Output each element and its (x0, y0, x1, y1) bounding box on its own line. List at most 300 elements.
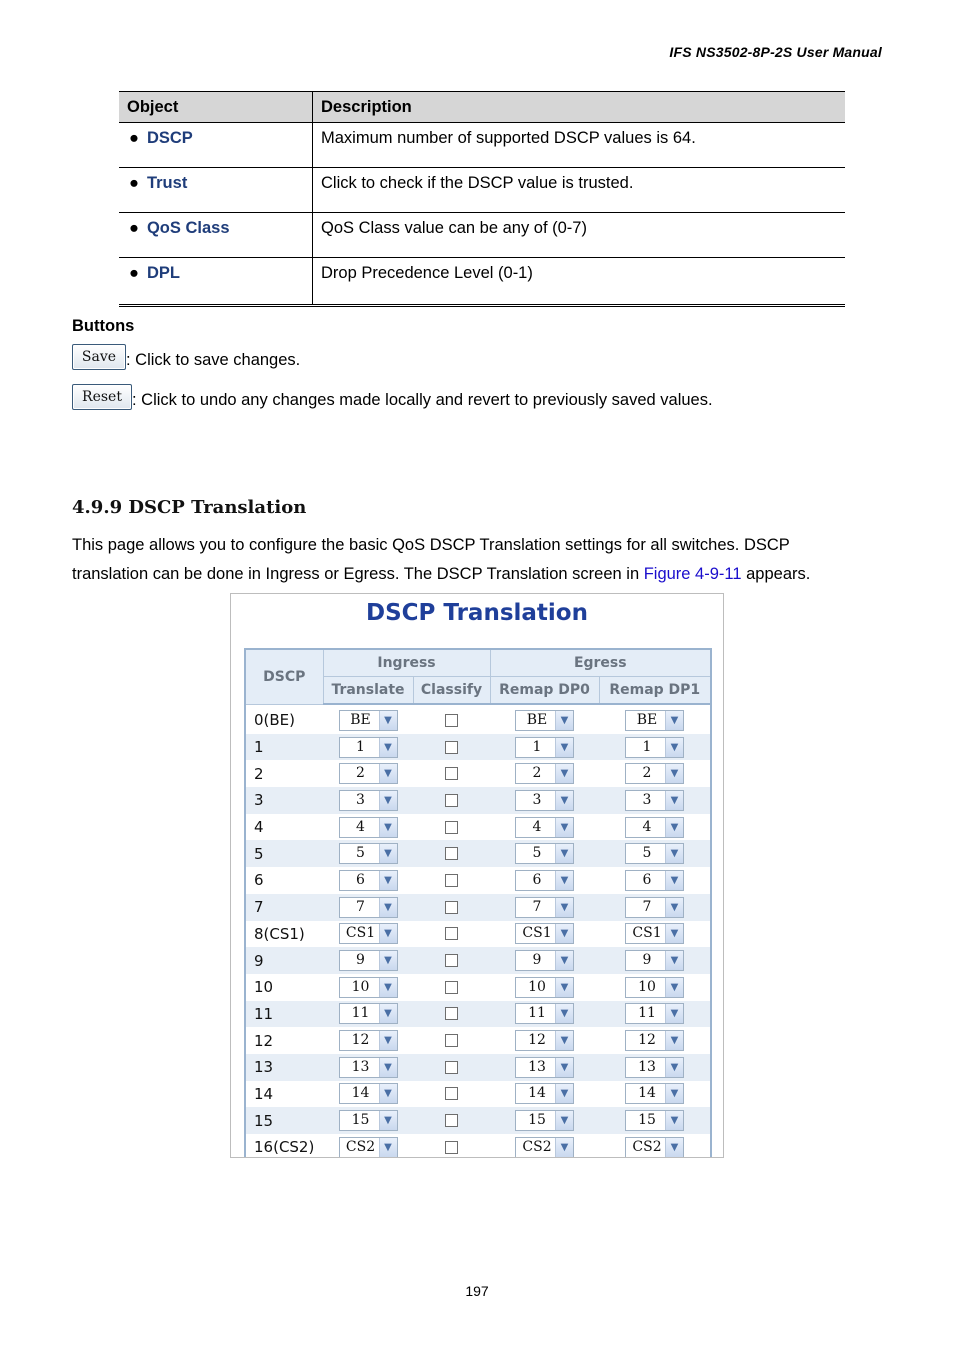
remap-dp0-select[interactable] (515, 817, 574, 838)
chevron-down-icon[interactable]: ▼ (379, 951, 397, 970)
translate-cell (323, 1081, 413, 1108)
translate-cell (323, 894, 413, 921)
remap-dp1-cell (599, 704, 711, 734)
classify-checkbox[interactable] (445, 847, 458, 860)
select-value: 10 (638, 978, 656, 995)
select-value: 11 (638, 1005, 656, 1022)
select-value: 15 (351, 1112, 370, 1129)
translate-header: Translate (323, 677, 413, 705)
chevron-down-icon[interactable]: ▼ (665, 1138, 683, 1157)
description-cell: Drop Precedence Level (0-1) (313, 258, 846, 306)
chevron-down-icon[interactable]: ▼ (665, 711, 683, 730)
remap-dp1-select[interactable] (625, 843, 684, 864)
chevron-down-icon[interactable]: ▼ (379, 978, 397, 997)
translate-cell (323, 1107, 413, 1134)
chevron-down-icon[interactable]: ▼ (379, 791, 397, 810)
chevron-down-icon[interactable]: ▼ (379, 1111, 397, 1130)
select-value: CS1 (345, 925, 376, 942)
chevron-down-icon[interactable]: ▼ (555, 764, 573, 783)
dscp-header: DSCP (245, 649, 323, 704)
classify-cell (413, 921, 490, 948)
remap-dp0-cell (490, 1054, 599, 1081)
select-value: 12 (638, 1032, 656, 1049)
chevron-down-icon[interactable]: ▼ (379, 844, 397, 863)
translate-cell (323, 921, 413, 948)
chevron-down-icon[interactable]: ▼ (665, 791, 683, 810)
select-value: BE (636, 711, 658, 728)
chevron-down-icon[interactable]: ▼ (665, 764, 683, 783)
chevron-down-icon[interactable]: ▼ (665, 818, 683, 837)
table-row (245, 840, 711, 867)
remap-dp0-cell (490, 1027, 599, 1054)
remap-dp1-cell (599, 921, 711, 948)
manual-header: IFS NS3502-8P-2S User Manual (669, 44, 882, 60)
chevron-down-icon[interactable]: ▼ (555, 844, 573, 863)
chevron-down-icon[interactable]: ▼ (555, 791, 573, 810)
select-value: 2 (532, 765, 542, 782)
chevron-down-icon[interactable]: ▼ (379, 711, 397, 730)
classify-checkbox[interactable] (445, 1007, 458, 1020)
remap-dp0-cell (490, 760, 599, 787)
select-value: BE (350, 711, 371, 728)
select-value: 13 (528, 1058, 546, 1075)
classify-checkbox[interactable] (445, 1141, 458, 1154)
remap-dp1-cell (599, 894, 711, 921)
select-value: CS1 (522, 925, 552, 942)
select-value: 3 (642, 791, 652, 808)
figure-link[interactable]: Figure 4-9-11 (643, 565, 742, 583)
remap-dp1-select[interactable] (625, 710, 684, 731)
classify-cell (413, 1107, 490, 1134)
select-value: CS2 (345, 1138, 376, 1155)
remap-dp0-select[interactable] (515, 1137, 574, 1158)
ingress-header: Ingress (323, 649, 490, 677)
description-column-header: Description (313, 92, 846, 123)
select-value: 11 (351, 1005, 370, 1022)
table-row (245, 867, 711, 894)
classify-cell (413, 947, 490, 974)
chevron-down-icon[interactable]: ▼ (555, 1084, 573, 1103)
translate-cell (323, 704, 413, 734)
remap-dp1-select[interactable] (625, 897, 684, 918)
select-value: 13 (351, 1058, 370, 1075)
chevron-down-icon[interactable]: ▼ (665, 978, 683, 997)
translate-select[interactable] (339, 843, 398, 864)
classify-cell (413, 867, 490, 894)
page-number: 197 (465, 1283, 489, 1299)
select-value: 9 (532, 952, 542, 969)
object-name: QoS Class (146, 219, 230, 237)
table-row (245, 760, 711, 787)
select-value: 4 (642, 818, 652, 835)
chevron-down-icon[interactable]: ▼ (665, 1058, 683, 1077)
remap-dp1-cell (599, 760, 711, 787)
table-row (245, 1134, 711, 1158)
table-row (245, 1001, 711, 1028)
translate-cell (323, 814, 413, 841)
translate-cell (323, 787, 413, 814)
classify-cell (413, 974, 490, 1001)
classify-checkbox[interactable] (445, 767, 458, 780)
chevron-down-icon[interactable]: ▼ (379, 898, 397, 917)
select-value: 5 (356, 845, 365, 862)
chevron-down-icon[interactable]: ▼ (379, 764, 397, 783)
translate-select[interactable] (339, 897, 398, 918)
object-cell (119, 213, 313, 258)
remap-dp1-cell (599, 1081, 711, 1108)
classify-checkbox[interactable] (445, 1087, 458, 1100)
remap-dp0-select[interactable] (515, 923, 574, 944)
select-value: 12 (528, 1032, 546, 1049)
translate-cell (323, 1054, 413, 1081)
table-row (245, 787, 711, 814)
remap-dp0-cell (490, 921, 599, 948)
translate-select[interactable] (339, 1137, 398, 1158)
remap-dp0-cell (490, 894, 599, 921)
remap-dp1-select[interactable] (625, 1110, 684, 1131)
classify-checkbox[interactable] (445, 1034, 458, 1047)
remap-dp0-cell (490, 1001, 599, 1028)
select-value: 6 (532, 871, 542, 888)
object-name: Trust (146, 174, 188, 192)
table-row (245, 974, 711, 1001)
chevron-down-icon[interactable]: ▼ (379, 818, 397, 837)
select-value: CS1 (632, 925, 662, 942)
translate-select[interactable] (339, 1030, 398, 1051)
remap-dp0-cell (490, 1081, 599, 1108)
chevron-down-icon[interactable]: ▼ (555, 1111, 573, 1130)
classify-checkbox[interactable] (445, 981, 458, 994)
remap-dp0-select[interactable] (515, 763, 574, 784)
classify-header: Classify (413, 677, 490, 705)
dscp-value: 6 (245, 867, 323, 894)
select-value: 4 (532, 818, 542, 835)
select-value: 5 (642, 845, 652, 862)
chevron-down-icon[interactable]: ▼ (665, 1111, 683, 1130)
classify-checkbox[interactable] (445, 794, 458, 807)
translate-select[interactable] (339, 710, 398, 731)
select-value: 2 (356, 765, 365, 782)
translate-cell (323, 974, 413, 1001)
object-description-table (119, 91, 845, 307)
dscp-value: 8(CS1) (245, 921, 323, 948)
classify-checkbox[interactable] (445, 901, 458, 914)
table-row (245, 1107, 711, 1134)
select-value: 6 (356, 871, 365, 888)
remap-dp1-select[interactable] (625, 977, 684, 998)
classify-cell (413, 1001, 490, 1028)
chevron-down-icon[interactable]: ▼ (665, 1084, 683, 1103)
select-value: 6 (642, 871, 652, 888)
object-row (119, 213, 845, 258)
remap-dp1-cell (599, 974, 711, 1001)
remap-dp1-select[interactable] (625, 1137, 684, 1158)
chevron-down-icon[interactable]: ▼ (555, 738, 573, 757)
remap-dp0-select[interactable] (515, 1003, 574, 1024)
table-row (245, 894, 711, 921)
translate-cell (323, 1001, 413, 1028)
select-value: 7 (356, 898, 365, 915)
section-title: 4.9.9 DSCP Translation (72, 497, 307, 518)
remap-dp1-select[interactable] (625, 1003, 684, 1024)
remap-dp1-select[interactable] (625, 817, 684, 838)
egress-header: Egress (490, 649, 711, 677)
classify-checkbox[interactable] (445, 1061, 458, 1074)
select-value: 14 (528, 1085, 546, 1102)
remap-dp0-select[interactable] (515, 737, 574, 758)
dscp-translation-table (244, 648, 712, 1158)
remap-dp1-cell (599, 840, 711, 867)
remap-dp1-select[interactable] (625, 950, 684, 971)
select-value: 12 (351, 1032, 370, 1049)
remap-dp1-cell (599, 1054, 711, 1081)
remap-dp0-select[interactable] (515, 843, 574, 864)
chevron-down-icon[interactable]: ▼ (379, 1084, 397, 1103)
chevron-down-icon[interactable]: ▼ (555, 1058, 573, 1077)
translate-select[interactable] (339, 817, 398, 838)
select-value: 3 (532, 791, 542, 808)
select-value: 1 (356, 738, 365, 755)
select-value: 1 (642, 738, 652, 755)
table-row (245, 1054, 711, 1081)
translate-select[interactable] (339, 1110, 398, 1131)
select-value: 13 (638, 1058, 656, 1075)
remap-dp1-select[interactable] (625, 763, 684, 784)
remap-dp1-select[interactable] (625, 1083, 684, 1104)
classify-cell (413, 1054, 490, 1081)
select-value: 11 (528, 1005, 546, 1022)
description-cell: Click to check if the DSCP value is trusted. (313, 168, 846, 213)
translate-select[interactable] (339, 737, 398, 758)
translate-select[interactable] (339, 923, 398, 944)
remap-dp0-cell (490, 734, 599, 761)
remap-dp0-select[interactable] (515, 1083, 574, 1104)
select-value: 3 (356, 791, 365, 808)
dscp-value: 0(BE) (245, 704, 323, 734)
remap-dp1-cell (599, 814, 711, 841)
remap-dp0-cell (490, 1107, 599, 1134)
remap-dp1-select[interactable] (625, 923, 684, 944)
chevron-down-icon[interactable]: ▼ (665, 844, 683, 863)
dscp-value: 1 (245, 734, 323, 761)
chevron-down-icon[interactable]: ▼ (555, 1031, 573, 1050)
chevron-down-icon[interactable]: ▼ (665, 924, 683, 943)
figure-title: DSCP Translation (366, 600, 588, 626)
translate-select[interactable] (339, 870, 398, 891)
dscp-value: 10 (245, 974, 323, 1001)
remap-dp0-cell (490, 840, 599, 867)
dscp-value: 9 (245, 947, 323, 974)
chevron-down-icon[interactable]: ▼ (379, 1031, 397, 1050)
translate-select[interactable] (339, 790, 398, 811)
bullet-icon: ● (129, 264, 139, 282)
remap-dp0-cell (490, 867, 599, 894)
chevron-down-icon[interactable]: ▼ (555, 924, 573, 943)
classify-cell (413, 704, 490, 734)
bullet-icon: ● (129, 219, 139, 237)
translate-select[interactable] (339, 1057, 398, 1078)
remap-dp1-cell (599, 1107, 711, 1134)
translate-select[interactable] (339, 977, 398, 998)
dscp-value: 3 (245, 787, 323, 814)
classify-cell (413, 1027, 490, 1054)
select-value: 10 (351, 978, 370, 995)
select-value: 14 (351, 1085, 370, 1102)
select-value: 7 (532, 898, 542, 915)
classify-cell (413, 787, 490, 814)
remap-dp0-select[interactable] (515, 897, 574, 918)
remap-dp1-select[interactable] (625, 1057, 684, 1078)
translate-select[interactable] (339, 950, 398, 971)
chevron-down-icon[interactable]: ▼ (555, 1004, 573, 1023)
chevron-down-icon[interactable]: ▼ (555, 978, 573, 997)
description-cell: QoS Class value can be any of (0-7) (313, 213, 846, 258)
object-cell (119, 123, 313, 168)
chevron-down-icon[interactable]: ▼ (379, 738, 397, 757)
description-cell: Maximum number of supported DSCP values is 64. (313, 123, 846, 168)
dscp-value: 15 (245, 1107, 323, 1134)
paragraph-text: This page allows you to configure the basic QoS DSCP Translation settings for all switches. DSCP translation can be done in Ingress or Egress. The DSCP Translation screen in (72, 536, 790, 583)
chevron-down-icon[interactable]: ▼ (665, 738, 683, 757)
chevron-down-icon[interactable]: ▼ (555, 898, 573, 917)
classify-checkbox[interactable] (445, 1114, 458, 1127)
select-value: 9 (356, 952, 365, 969)
chevron-down-icon[interactable]: ▼ (379, 1058, 397, 1077)
buttons-heading: Buttons (72, 317, 135, 335)
chevron-down-icon[interactable]: ▼ (555, 818, 573, 837)
remap-dp1-cell (599, 1027, 711, 1054)
chevron-down-icon[interactable]: ▼ (665, 1004, 683, 1023)
dscp-value: 7 (245, 894, 323, 921)
remap-dp0-select[interactable] (515, 977, 574, 998)
remap-dp0-cell (490, 814, 599, 841)
table-row (245, 814, 711, 841)
remap-dp1-cell (599, 1134, 711, 1158)
classify-checkbox[interactable] (445, 874, 458, 887)
table-row (245, 1027, 711, 1054)
remap-dp1-cell (599, 734, 711, 761)
translate-cell (323, 947, 413, 974)
classify-checkbox[interactable] (445, 954, 458, 967)
dscp-value: 11 (245, 1001, 323, 1028)
chevron-down-icon[interactable]: ▼ (379, 924, 397, 943)
classify-cell (413, 734, 490, 761)
save-button-row (72, 344, 300, 370)
chevron-down-icon[interactable]: ▼ (665, 871, 683, 890)
object-row (119, 123, 845, 168)
translate-select[interactable] (339, 1003, 398, 1024)
select-value: 15 (528, 1112, 546, 1129)
dscp-value: 5 (245, 840, 323, 867)
select-value: CS2 (632, 1138, 662, 1155)
object-name: DPL (146, 264, 180, 282)
remap-dp0-cell (490, 704, 599, 734)
table-row (245, 704, 711, 734)
remap-dp1-cell (599, 1001, 711, 1028)
select-value: 7 (642, 898, 652, 915)
dscp-value: 12 (245, 1027, 323, 1054)
remap-dp1-select[interactable] (625, 790, 684, 811)
classify-checkbox[interactable] (445, 741, 458, 754)
dscp-value: 14 (245, 1081, 323, 1108)
reset-button-description: : Click to undo any changes made locally and revert to previously saved values. (132, 391, 713, 409)
translate-select[interactable] (339, 763, 398, 784)
remap-dp1-select[interactable] (625, 1030, 684, 1051)
remap-dp0-select[interactable] (515, 1110, 574, 1131)
remap-dp1-cell (599, 947, 711, 974)
classify-checkbox[interactable] (445, 821, 458, 834)
remap-dp0-select[interactable] (515, 950, 574, 971)
remap-dp1-cell (599, 787, 711, 814)
object-cell (119, 168, 313, 213)
dscp-value: 13 (245, 1054, 323, 1081)
reset-button-row (72, 384, 713, 410)
chevron-down-icon[interactable]: ▼ (379, 1138, 397, 1157)
save-button[interactable]: Save (72, 344, 126, 370)
remap-dp1-header: Remap DP1 (599, 677, 711, 705)
translate-select[interactable] (339, 1083, 398, 1104)
chevron-down-icon[interactable]: ▼ (665, 951, 683, 970)
reset-button[interactable]: Reset (72, 384, 132, 410)
remap-dp1-cell (599, 867, 711, 894)
chevron-down-icon[interactable]: ▼ (379, 871, 397, 890)
save-button-description: : Click to save changes. (126, 351, 301, 369)
paragraph-text-end: appears. (741, 565, 811, 583)
select-value: CS2 (522, 1138, 552, 1155)
translate-cell (323, 1027, 413, 1054)
remap-dp0-select[interactable] (515, 1057, 574, 1078)
chevron-down-icon[interactable]: ▼ (555, 951, 573, 970)
chevron-down-icon[interactable]: ▼ (379, 1004, 397, 1023)
select-value: 15 (638, 1112, 656, 1129)
section-paragraph (72, 531, 862, 589)
classify-cell (413, 814, 490, 841)
select-value: 4 (356, 818, 365, 835)
object-row (119, 258, 845, 306)
dscp-value: 16(CS2) (245, 1134, 323, 1158)
chevron-down-icon[interactable]: ▼ (555, 711, 573, 730)
remap-dp0-cell (490, 787, 599, 814)
table-row (245, 947, 711, 974)
remap-dp1-select[interactable] (625, 870, 684, 891)
select-value: BE (526, 711, 548, 728)
remap-dp0-select[interactable] (515, 790, 574, 811)
dscp-translation-figure (230, 593, 724, 1158)
select-value: 1 (532, 738, 542, 755)
classify-cell (413, 1081, 490, 1108)
chevron-down-icon[interactable]: ▼ (555, 1138, 573, 1157)
remap-dp0-select[interactable] (515, 870, 574, 891)
remap-dp0-select[interactable] (515, 710, 574, 731)
select-value: 9 (642, 952, 652, 969)
select-value: 14 (638, 1085, 656, 1102)
chevron-down-icon[interactable]: ▼ (665, 1031, 683, 1050)
select-value: 5 (532, 845, 542, 862)
chevron-down-icon[interactable]: ▼ (555, 871, 573, 890)
classify-cell (413, 894, 490, 921)
classify-cell (413, 760, 490, 787)
classify-checkbox[interactable] (445, 714, 458, 727)
translate-cell (323, 867, 413, 894)
chevron-down-icon[interactable]: ▼ (665, 898, 683, 917)
select-value: 10 (528, 978, 546, 995)
remap-dp1-select[interactable] (625, 737, 684, 758)
remap-dp0-cell (490, 1134, 599, 1158)
classify-checkbox[interactable] (445, 927, 458, 940)
table-row (245, 921, 711, 948)
translate-cell (323, 760, 413, 787)
remap-dp0-select[interactable] (515, 1030, 574, 1051)
